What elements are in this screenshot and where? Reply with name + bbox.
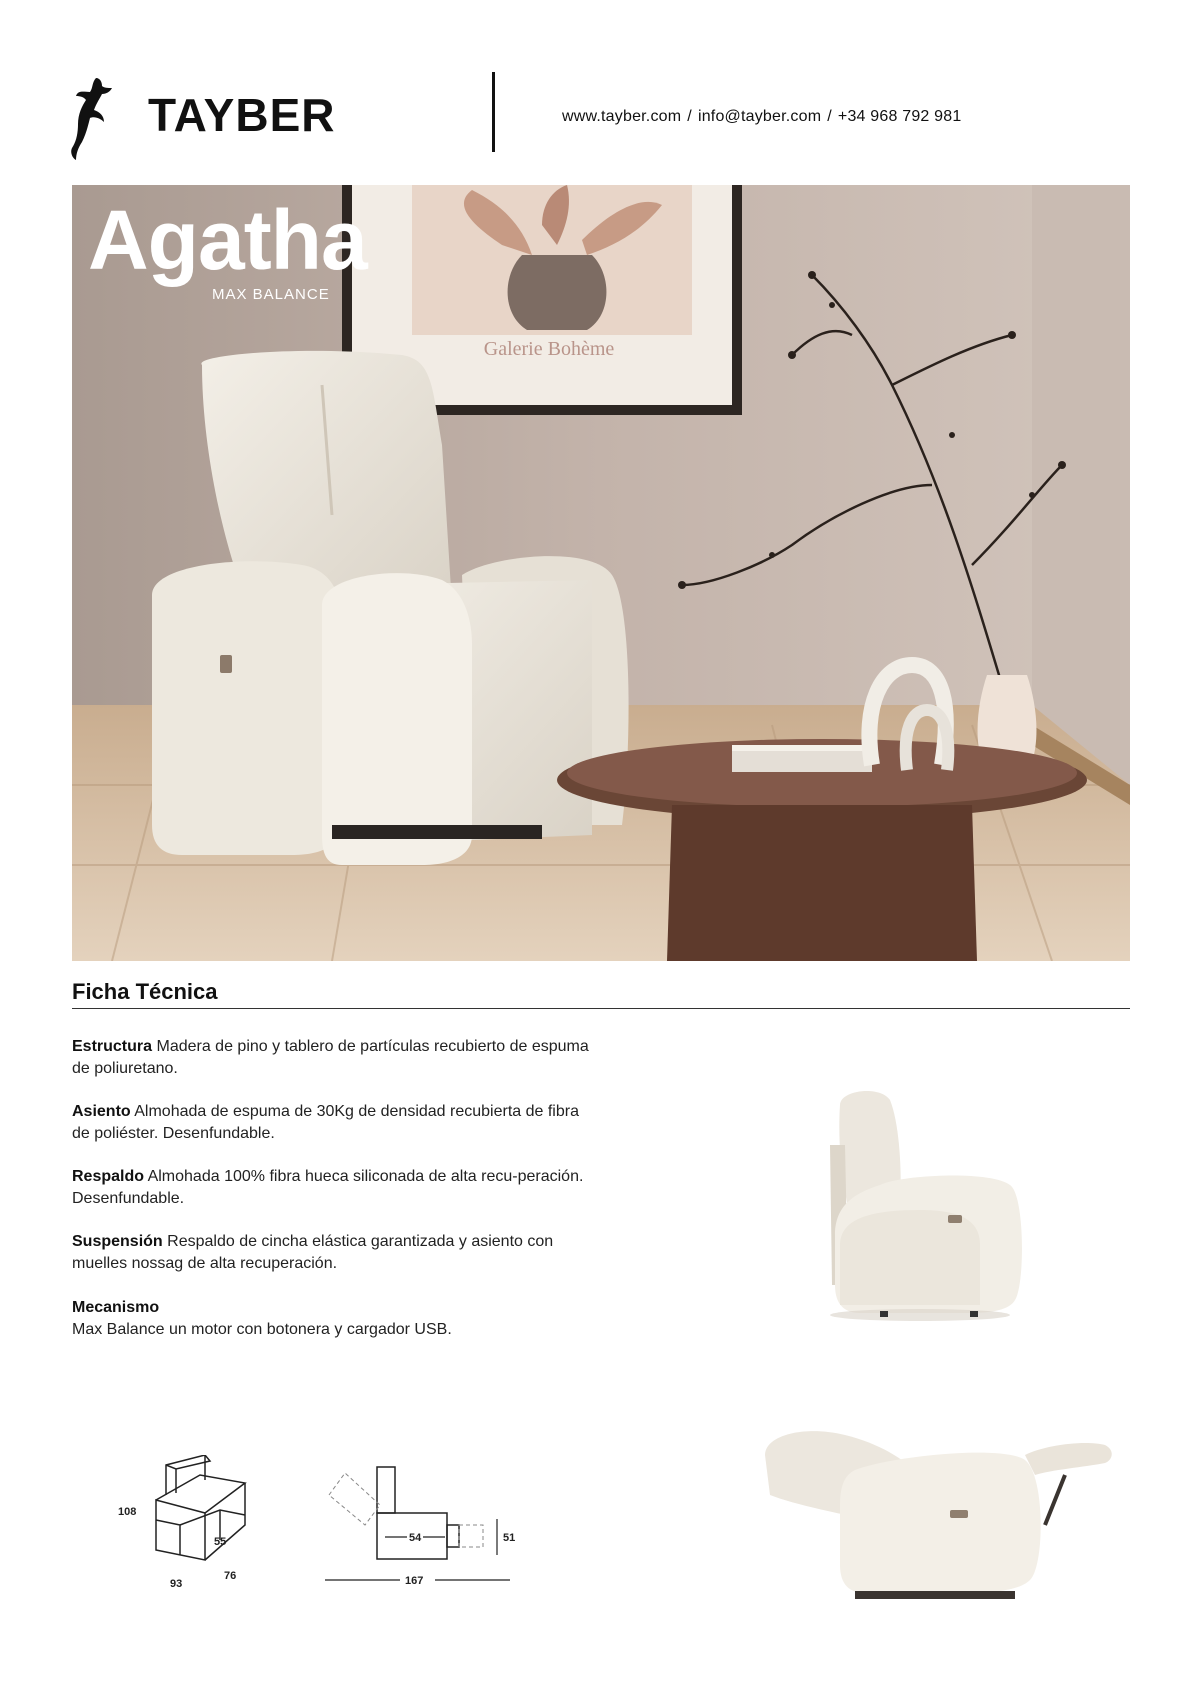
poster-text: Galerie Bohème	[483, 338, 615, 360]
product-title: Agatha	[88, 193, 367, 287]
dim-seat-depth: 54	[409, 1532, 422, 1544]
spec-label: Estructura	[72, 1038, 153, 1055]
section-title: Ficha Técnica	[72, 979, 218, 1004]
chair-reclined-photo	[755, 1415, 1115, 1605]
spec-suspension	[72, 1231, 592, 1275]
spec-estructura	[72, 1036, 592, 1080]
spec-label: Suspensión	[72, 1233, 163, 1250]
spec-text: Max Balance un motor con botonera y cargador USB.	[72, 1321, 452, 1338]
page-header	[0, 0, 1200, 170]
spec-label: Respaldo	[72, 1168, 145, 1185]
spec-respaldo	[72, 1166, 592, 1210]
spec-text: Madera de pino y tablero de partículas recubierto de espuma de poliuretano.	[72, 1038, 589, 1077]
contact-line	[562, 108, 961, 126]
spec-text: Respaldo de cincha elástica garantizada y asiento con muelles nossag de alta recuperación.	[72, 1233, 554, 1272]
dim-seat-height: 55	[214, 1536, 227, 1548]
brand-name: TAYBER	[148, 89, 336, 141]
email-link[interactable]: info@tayber.com	[697, 108, 822, 125]
chair-side-photo	[820, 1085, 1040, 1330]
section-divider	[72, 1008, 1130, 1009]
contact-separator: /	[687, 108, 692, 125]
contact-separator: /	[827, 108, 832, 125]
spec-label: Mecanismo	[72, 1299, 160, 1316]
dim-depth: 76	[224, 1570, 237, 1582]
product-subtitle: MAX BALANCE	[212, 286, 330, 303]
dim-side-height: 51	[503, 1532, 516, 1544]
phone-number: +34 968 792 981	[837, 108, 962, 125]
dim-reclined-length: 167	[405, 1575, 424, 1587]
dim-height: 108	[118, 1506, 137, 1518]
spec-mecanismo	[72, 1297, 592, 1341]
website-link[interactable]: www.tayber.com	[562, 108, 682, 125]
spec-asiento	[72, 1101, 592, 1145]
dimensions-front-diagram	[110, 1455, 260, 1595]
dimensions-side-diagram	[325, 1465, 525, 1590]
dim-width: 93	[170, 1578, 183, 1590]
gecko-logo-icon	[66, 76, 118, 162]
spec-text: Almohada de espuma de 30Kg de densidad recubierta de fibra de poliéster. Desenfundable.	[72, 1103, 579, 1142]
spec-text: Almohada 100% fibra hueca siliconada de alta recu-peración. Desenfundable.	[72, 1168, 584, 1207]
spec-label: Asiento	[72, 1103, 131, 1120]
header-divider	[492, 72, 495, 152]
